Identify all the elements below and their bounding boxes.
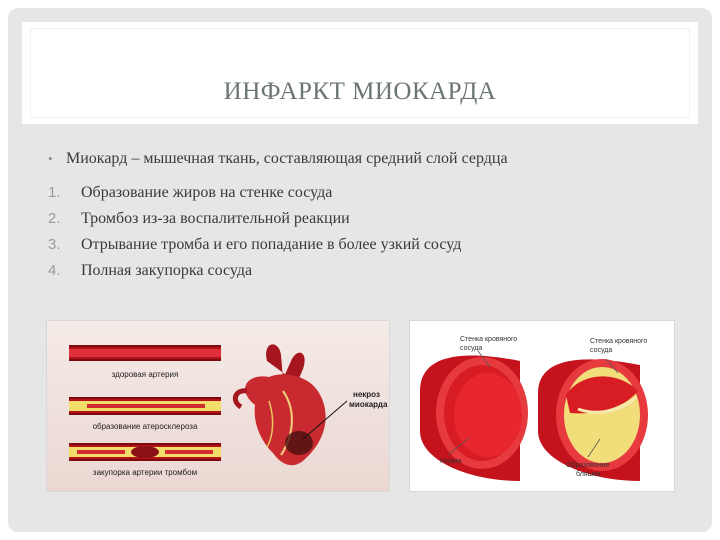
label-wall-1a: Стенка кровяного xyxy=(460,336,518,343)
list-item xyxy=(48,258,690,284)
vessel-section-illustration xyxy=(409,320,675,492)
label-healthy-artery: здоровая артерия xyxy=(111,370,179,379)
list-item xyxy=(48,180,690,206)
label-plaque-2: бляшек xyxy=(576,471,601,478)
list-number: 4. xyxy=(48,262,61,279)
label-wall-2b: сосуда xyxy=(590,347,613,354)
list-number: 1. xyxy=(48,184,61,201)
bullet-text: Миокард – мышечная ткань, составляющая средний слой сердца xyxy=(66,150,508,167)
bullet-item xyxy=(48,148,690,170)
list-item xyxy=(48,232,690,258)
title-box xyxy=(22,22,698,124)
heart-icon xyxy=(235,344,325,465)
label-plaque-1: Образование xyxy=(566,462,610,469)
list-number: 3. xyxy=(48,236,61,253)
healthy-artery-icon xyxy=(69,345,221,361)
label-wall-2a: Стенка кровяного xyxy=(590,338,648,345)
content-area xyxy=(48,148,690,284)
label-blockage: закупорка артерии тромбом xyxy=(92,468,198,477)
list-text: Образование жиров на стенке сосуда xyxy=(81,184,333,201)
label-necrosis-2: миокарда xyxy=(349,400,388,409)
label-norm: Норма xyxy=(440,458,462,465)
atherosclerosis-artery-icon xyxy=(69,397,221,415)
artery-heart-svg xyxy=(47,321,389,491)
numbered-list xyxy=(48,180,690,284)
artery-heart-illustration xyxy=(46,320,390,492)
label-necrosis-1: некроз xyxy=(353,390,380,399)
list-number: 2. xyxy=(48,210,61,227)
bullet-dot-icon: • xyxy=(48,151,53,166)
slide-title: ИНФАРКТ МИОКАРДА xyxy=(223,78,497,105)
vessel-section-svg xyxy=(410,321,674,491)
label-atherosclerosis: образование атеросклероза xyxy=(92,422,198,431)
list-text: Полная закупорка сосуда xyxy=(81,262,253,279)
blocked-artery-icon xyxy=(69,443,221,461)
list-text: Тромбоз из-за воспалительной реакции xyxy=(81,210,350,227)
list-item xyxy=(48,206,690,232)
label-wall-1b: сосуда xyxy=(460,345,483,352)
list-text: Отрывание тромба и его попадание в более узкий сосуд xyxy=(81,236,462,253)
normal-vessel-icon xyxy=(420,355,528,481)
